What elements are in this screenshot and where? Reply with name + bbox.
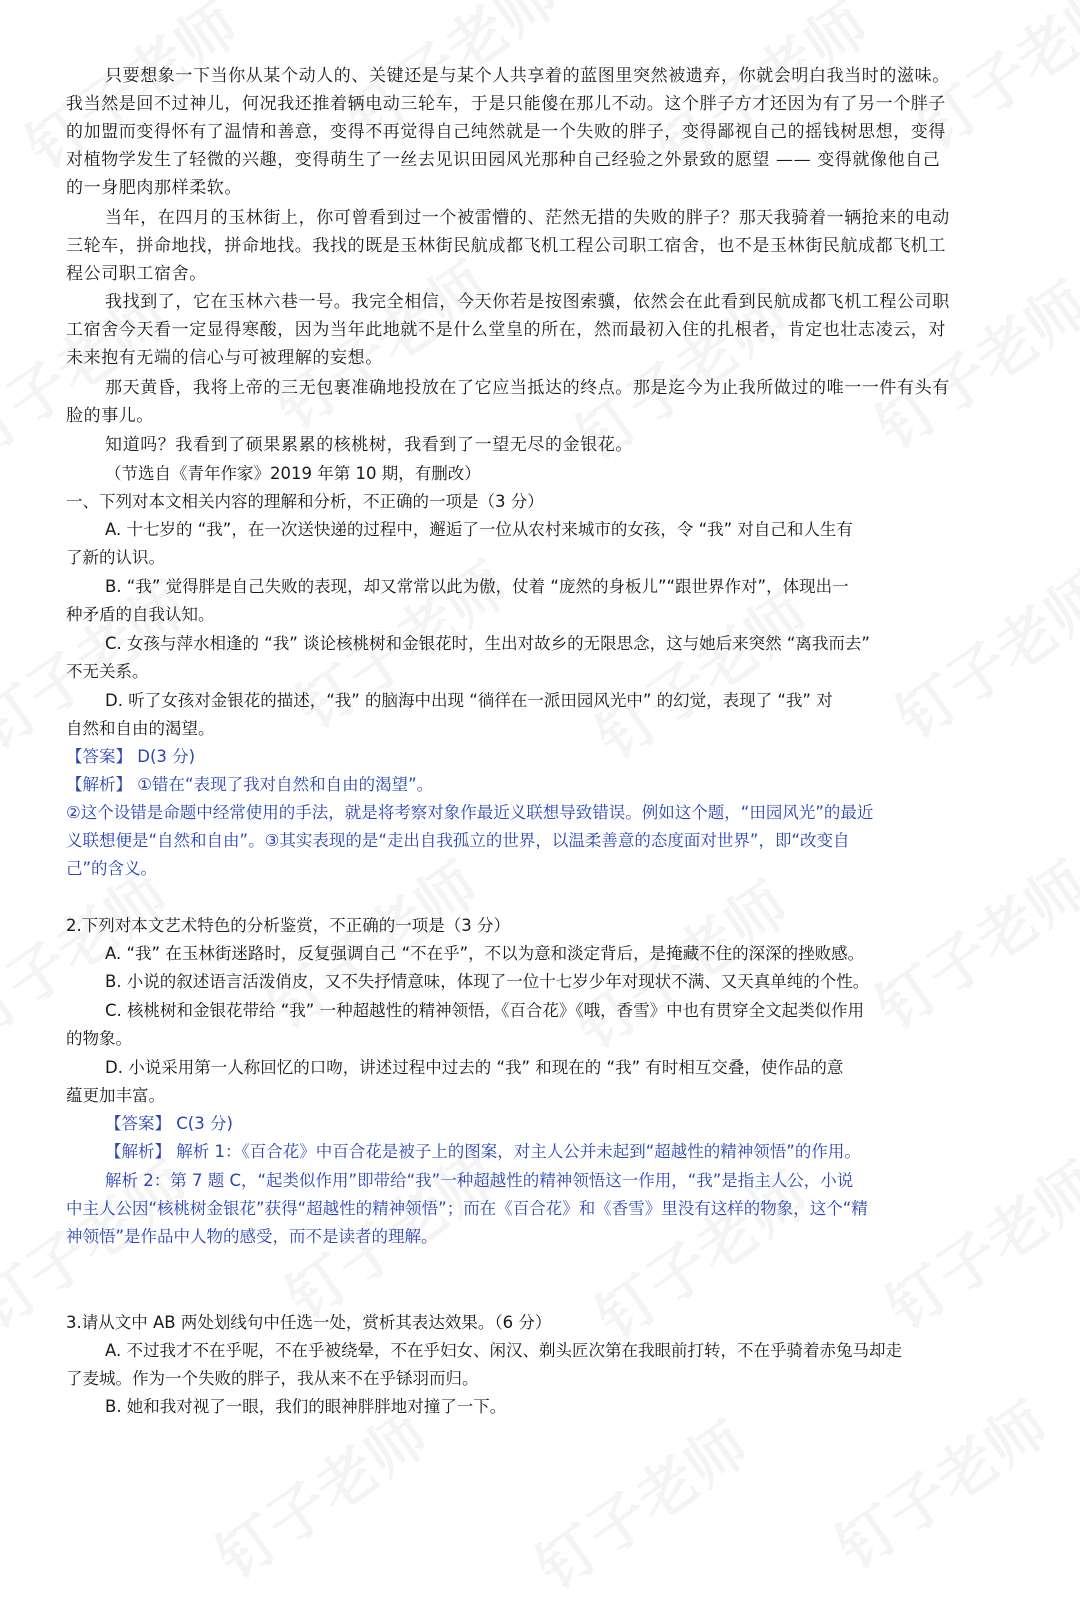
text-line: 我当然是回不过神儿，何况我还推着辆电动三轮车，于是只能傻在那儿不动。这个胖子方才还因为有了另一个胖子 <box>66 94 946 114</box>
text-line: 【答案】 D(3 分) <box>66 747 196 766</box>
text-line: 的加盟而变得怀有了温情和善意，变得不再觉得自己纯然就是一个失败的胖子，变得鄙视自己的摇钱树思想，变得 <box>66 122 946 142</box>
text-line: 对植物学发生了轻微的兴趣，变得萌生了一丝去见识田园风光那种自己经验之外景致的愿望 —— 变得就像他自己 <box>66 150 941 170</box>
text-line: 种矛盾的自我认知。 <box>66 605 215 624</box>
text-line: 3.请从文中 AB 两处划线句中任选一处，赏析其表达效果。（6 分） <box>66 1313 552 1332</box>
text-line: A. 十七岁的 “我”，在一次送快递的过程中，邂逅了一位从农村来城市的女孩，令 “我” 对自己和人生有 <box>105 520 853 539</box>
text-line: 未来抱有无端的信心与可被理解的妄想。 <box>66 348 383 368</box>
text-line: 工宿舍今天看一定显得寒酸，因为当年此地就不是什么堂皇的所在，然而最初入住的扎根者，肯定也壮志凌云，对 <box>66 320 946 340</box>
text-line: 自然和自由的渴望。 <box>66 719 215 738</box>
text-line: （节选自《青年作家》2019 年第 10 期，有删改） <box>105 464 481 483</box>
text-line: 了新的认识。 <box>66 548 165 567</box>
text-line: 的一身肥肉那样柔软。 <box>66 178 242 198</box>
text-line: A. “我” 在玉林街迷路时，反复强调自己 “不在乎”，不以为意和淡定背后，是掩藏不住的深深的挫败感。 <box>105 944 865 963</box>
text-line: 【答案】 C(3 分) <box>105 1114 233 1133</box>
text-line: D. 小说采用第一人称回忆的口吻，讲述过程中过去的 “我” 和现在的 “我” 有时相互交叠，使作品的意 <box>105 1058 844 1077</box>
text-line: B. 她和我对视了一眼，我们的眼神胖胖地对撞了一下。 <box>105 1397 507 1416</box>
text-line: 蕴更加丰富。 <box>66 1086 165 1105</box>
text-line: 脸的事儿。 <box>66 406 154 426</box>
text-line: 己”的含义。 <box>66 859 158 878</box>
text-line: B. 小说的叙述语言活泼俏皮，又不失抒情意味，体现了一位十七岁少年对现状不满、又天真单纯的个性。 <box>105 972 870 991</box>
text-line: 程公司职工宿舍。 <box>66 264 207 284</box>
text-line: C. 核桃树和金银花带给 “我” 一种超越性的精神领悟，《百合花》《哦，香雪》中也有贯穿全文起类似作用 <box>105 1001 865 1020</box>
text-line: 义联想便是“自然和自由”。③其实表现的是“走出自我孤立的世界，以温柔善意的态度面对世界”，即“改变自 <box>66 831 850 850</box>
text-line: 的物象。 <box>66 1029 132 1048</box>
text-line: 只要想象一下当你从某个动人的、关键还是与某个人共享着的蓝图里突然被遗弃，你就会明白我当时的滋味。 <box>105 66 950 86</box>
text-line: B. “我” 觉得胖是自己失败的表现，却又常常以此为傲，仗着 “庞然的身板儿”“跟世界作对”，体现出一 <box>105 577 849 596</box>
text-line: C. 女孩与萍水相逢的 “我” 谈论核桃树和金银花时，生出对故乡的无限思念，这与她后来突然 “离我而去” <box>105 634 870 653</box>
watermark <box>197 1389 443 1597</box>
text-line: 【解析】 解析 1：《百合花》中百合花是被子上的图案，对主人公并未起到“超越性的精神领悟”的作用。 <box>105 1142 861 1161</box>
text-line: 那天黄昏，我将上帝的三无包裹准确地投放在了它应当抵达的终点。那是迄今为止我所做过的唯一一件有头有 <box>105 378 950 398</box>
watermark <box>517 1399 763 1607</box>
text-line: 了麦城。作为一个失败的胖子，我从来不在乎铩羽而归。 <box>66 1369 479 1388</box>
text-line: A. 不过我才不在乎呢，不在乎被绕晕，不在乎妇女、闲汉、剃头匠次第在我眼前打转，不在乎骑着赤兔马却走 <box>105 1341 902 1360</box>
text-line: D. 听了女孩对金银花的描述，“我” 的脑海中出现 “徜徉在一派田园风光中” 的幻觉，表现了 “我” 对 <box>105 691 833 710</box>
text-line: 我找到了，它在玉林六巷一号。我完全相信，今天你若是按图索骥，依然会在此看到民航成都飞机工程公司职 <box>105 292 950 312</box>
text-line: 当年，在四月的玉林街上，你可曾看到过一个被雷懵的、茫然无措的失败的胖子？那天我骑着一辆抢来的电动 <box>105 208 950 228</box>
text-line: 【解析】 ①错在“表现了我对自然和自由的渴望”。 <box>66 775 434 794</box>
text-line: 解析 2：第 7 题 C，“起类似作用”即带给“我”一种超越性的精神领悟这一作用，“我”是指主人公，小说 <box>105 1171 854 1190</box>
text-line: 神领悟”是作品中人物的感受，而不是读者的理解。 <box>66 1227 438 1246</box>
text-line: 知道吗？我看到了硕果累累的核桃树，我看到了一望无尽的金银花。 <box>105 435 633 455</box>
text-line: 一、下列对本文相关内容的理解和分析，不正确的一项是（3 分） <box>66 492 544 511</box>
text-line: 中主人公因“核桃树金银花”获得“超越性的精神领悟”；而在《百合花》和《香雪》里没有这样的物象，这个“精 <box>66 1199 868 1218</box>
text-line: 不无关系。 <box>66 662 149 681</box>
text-line: ②这个设错是命题中经常使用的手法，就是将考察对象作最近义联想导致错误。例如这个题，“田园风光”的最近 <box>66 803 874 822</box>
text-line: 2.下列对本文艺术特色的分析鉴赏，不正确的一项是（3 分） <box>66 916 510 935</box>
text-line: 三轮车，拼命地找，拼命地找。我找的既是玉林街民航成都飞机工程公司职工宿舍，也不是玉林街民航成都飞机工 <box>66 236 946 256</box>
